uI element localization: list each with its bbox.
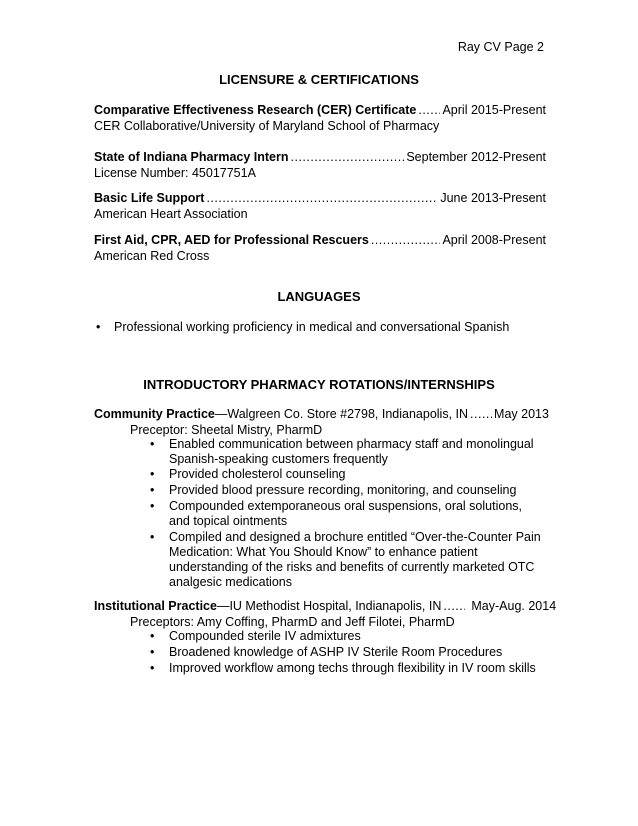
- bullet-line: Compounded extemporaneous oral suspensions, oral solutions,: [169, 499, 522, 513]
- rotation-institutional: [94, 598, 557, 614]
- dot-leader: [371, 232, 441, 248]
- rotation-date: May 2013: [494, 407, 549, 421]
- bullet-icon: •: [150, 530, 155, 544]
- bullet-icon: •: [150, 437, 155, 451]
- licensure-item-name: Basic Life Support: [94, 191, 205, 205]
- licensure-item-name: First Aid, CPR, AED for Professional Rescuers: [94, 233, 369, 247]
- licensure-item-detail: American Heart Association: [94, 207, 248, 221]
- bullet-icon: •: [150, 499, 155, 513]
- bullet-line: and topical ointments: [169, 514, 288, 528]
- licensure-item-detail: CER Collaborative/University of Maryland School of Pharmacy: [94, 119, 440, 133]
- licensure-item-detail: American Red Cross: [94, 249, 210, 263]
- bullet-line: Compiled and designed a brochure entitled “Over-the-Counter Pain: [169, 530, 541, 544]
- bullet-icon: •: [150, 645, 155, 659]
- rotations-section-title: INTRODUCTORY PHARMACY ROTATIONS/INTERNSHIPS: [143, 377, 495, 392]
- rotation-name: Community Practice: [94, 407, 215, 421]
- dot-leader: [291, 149, 405, 165]
- rotation-place: —IU Methodist Hospital, Indianapolis, IN: [216, 599, 442, 613]
- rotation-preceptor: Preceptor: Sheetal Mistry, PharmD: [130, 423, 323, 437]
- bullet-icon: •: [150, 661, 155, 675]
- bullet-line: Provided blood pressure recording, monitoring, and counseling: [169, 483, 517, 497]
- licensure-item-name: Comparative Effectiveness Research (CER) Certificate: [94, 103, 417, 117]
- licensure-item-name: State of Indiana Pharmacy Intern: [94, 150, 289, 164]
- dot-leader: [418, 102, 440, 118]
- rotation-community: [94, 406, 549, 422]
- licensure-item-detail: License Number: 45017751A: [94, 166, 256, 180]
- licensure-item-date: June 2013-Present: [440, 191, 546, 205]
- bullet-line: Spanish-speaking customers frequently: [169, 452, 388, 466]
- bullet-icon: •: [150, 483, 155, 497]
- rotation-name: Institutional Practice: [94, 599, 217, 613]
- dot-leader: [443, 598, 465, 614]
- bullet-line: Enabled communication between pharmacy staff and monolingual: [169, 437, 534, 451]
- rotation-date: May-Aug. 2014: [471, 599, 557, 613]
- bullet-icon: •: [150, 467, 155, 481]
- licensure-item-date: April 2015-Present: [442, 103, 546, 117]
- licensure-item-date: April 2008-Present: [442, 233, 546, 247]
- dot-leader: [470, 406, 492, 422]
- page-header: Ray CV Page 2: [457, 40, 544, 54]
- licensure-item: [94, 232, 546, 264]
- licensure-item: [94, 149, 546, 181]
- bullet-line: analgesic medications: [169, 575, 292, 589]
- bullet-icon: •: [150, 629, 155, 643]
- rotation-preceptor: Preceptors: Amy Coffing, PharmD and Jeff Filotei, PharmD: [130, 615, 455, 629]
- bullet-line: Broadened knowledge of ASHP IV Sterile Room Procedures: [169, 645, 503, 659]
- licensure-item: [94, 102, 546, 134]
- languages-section-title: LANGUAGES: [277, 289, 361, 304]
- bullet-line: understanding of the risks and benefits of currently marketed OTC: [169, 560, 535, 574]
- licensure-item-date: September 2012-Present: [406, 150, 546, 164]
- bullet-line: Compounded sterile IV admixtures: [169, 629, 361, 643]
- rotation-place: —Walgreen Co. Store #2798, Indianapolis, IN: [214, 407, 469, 421]
- bullet-line: Provided cholesterol counseling: [169, 467, 346, 481]
- bullet-icon: •: [96, 320, 101, 334]
- bullet-line: Medication: What You Should Know” to enhance patient: [169, 545, 478, 559]
- language-item: Professional working proficiency in medical and conversational Spanish: [114, 320, 510, 334]
- bullet-line: Improved workflow among techs through flexibility in IV room skills: [169, 661, 536, 675]
- dot-leader: [206, 190, 438, 206]
- licensure-section-title: LICENSURE & CERTIFICATIONS: [219, 72, 419, 87]
- licensure-item: [94, 190, 546, 222]
